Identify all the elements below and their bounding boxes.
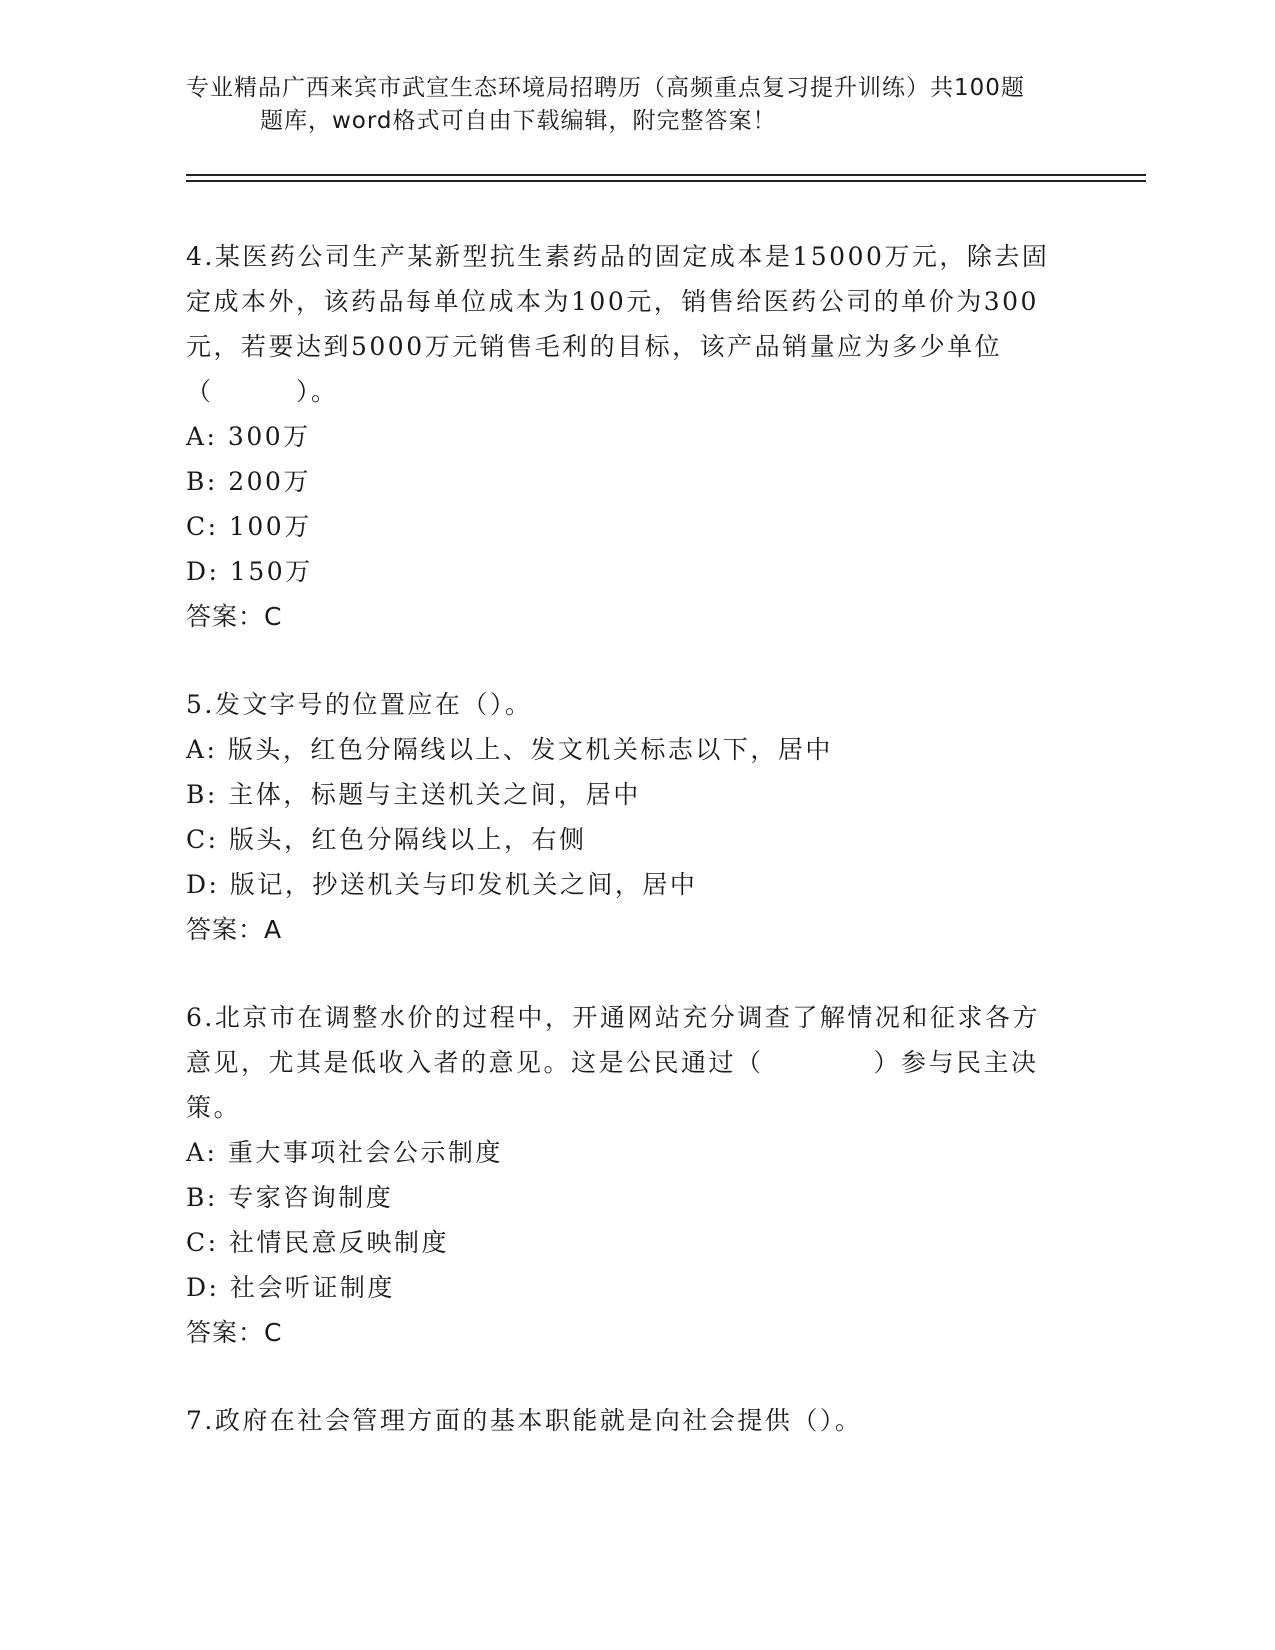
- option-d: D: 150万: [186, 557, 313, 586]
- option-c: C: 100万: [186, 512, 312, 541]
- option-d: D: 版记，抄送机关与印发机关之间，居中: [186, 870, 698, 899]
- header-title-line-1: 专业精品广西来宾市武宣生态环境局招聘历（高频重点复习提升训练）共100题: [186, 75, 1025, 101]
- option-a: A: 版头，红色分隔线以上、发文机关标志以下，居中: [186, 735, 833, 764]
- option-b: B: 专家咨询制度: [186, 1183, 394, 1212]
- question-item: [186, 995, 1066, 1356]
- option-a: A: 重大事项社会公示制度: [186, 1138, 503, 1167]
- option-b: B: 主体，标题与主送机关之间，居中: [186, 780, 641, 809]
- question-text: 5.发文字号的位置应在（）。: [186, 690, 533, 719]
- question-text: 4.某医药公司生产某新型抗生素药品的固定成本是15000万元，除去固定成本外，该药品每单位成本为100元，销售给医药公司的单价为300元，若要达到5000万元销售毛利的目标，该产品销量应为多少单位（ ）。: [186, 242, 1050, 406]
- option-c: C: 版头，红色分隔线以上，右侧: [186, 825, 587, 854]
- header-title-line-2: 题库，word格式可自由下载编辑，附完整答案！: [260, 108, 777, 134]
- answer-text: 答案：A: [186, 915, 283, 944]
- answer-text: 答案：C: [186, 1318, 283, 1347]
- option-b: B: 200万: [186, 467, 311, 496]
- option-c: C: 社情民意反映制度: [186, 1228, 449, 1257]
- question-item: [186, 682, 1066, 953]
- header-divider-bottom: [186, 180, 1146, 182]
- question-list: [186, 234, 1066, 1485]
- document-header: [186, 72, 1066, 138]
- option-a: A: 300万: [186, 422, 311, 451]
- option-d: D: 社会听证制度: [186, 1273, 395, 1302]
- question-item: [186, 234, 1066, 640]
- question-text: 6.北京市在调整水价的过程中，开通网站充分调查了解情况和征求各方意见，尤其是低收入者的意见。这是公民通过（ ）参与民主决策。: [186, 1003, 1040, 1122]
- header-divider-top: [186, 174, 1146, 176]
- question-text: 7.政府在社会管理方面的基本职能就是向社会提供（）。: [186, 1406, 863, 1435]
- question-item: [186, 1398, 1066, 1443]
- answer-text: 答案：C: [186, 602, 283, 631]
